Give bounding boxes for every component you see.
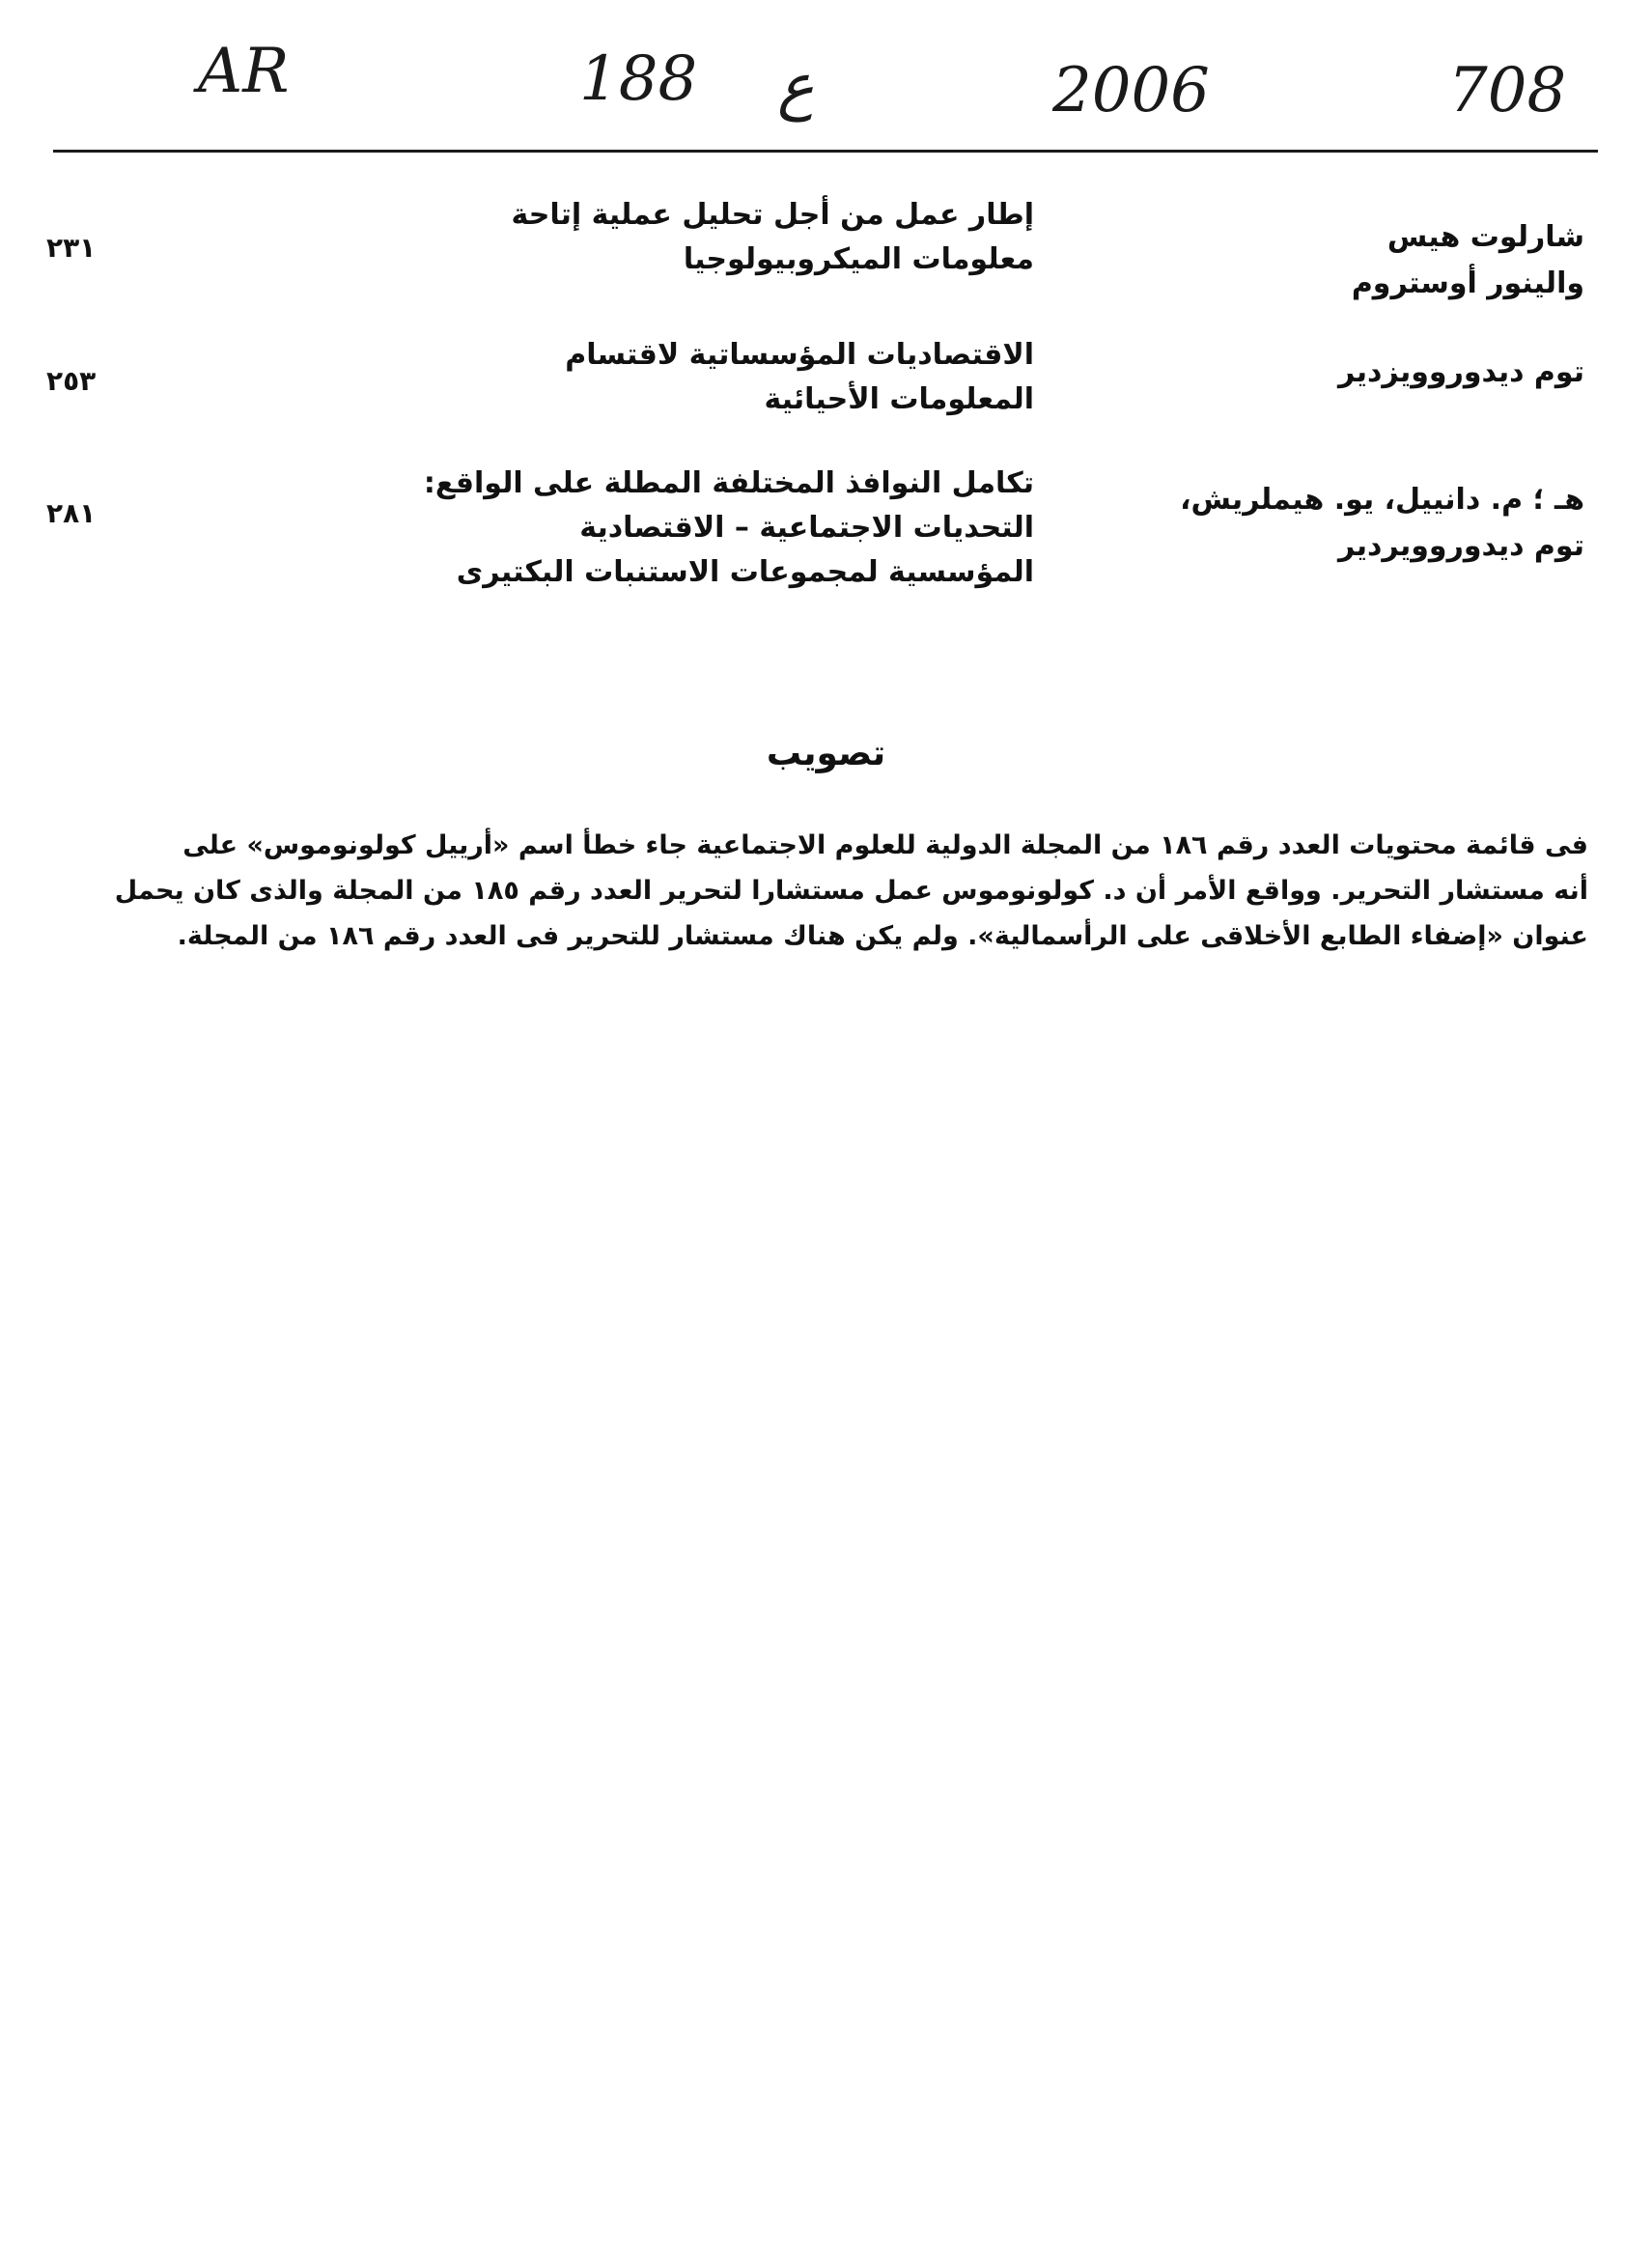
correction-paragraph [48, 823, 1588, 959]
author-line: والينور أوستروم [1351, 267, 1584, 300]
title-line: تكامل النوافذ المختلفة المطلة على الواقع: [423, 466, 1034, 500]
correction-line-2: أنه مستشار التحرير. وواقع الأمر أن د. كولونوموس عمل مستشارا لتحرير العدد رقم ١٨٥ من المجلة والذى كان يحمل [114, 876, 1588, 906]
toc-entry-1-authors [1352, 214, 1584, 307]
correction-line-1: فى قائمة محتويات العدد رقم ١٨٦ من المجلة الدولية للعلوم الاجتماعية جاء خطأ اسم «أرييل كولونوموس» على [182, 830, 1588, 860]
author-line: توم ديدوروويردير [1338, 529, 1584, 563]
correction-heading: تصويب [766, 734, 886, 773]
header-rule [53, 150, 1598, 153]
title-line: التحديات الاجتماعية – الاقتصادية [579, 511, 1034, 545]
handwritten-issue-number: 188 [579, 43, 698, 115]
handwritten-code: 708 [1448, 55, 1567, 126]
toc-entry-2-title [565, 333, 1034, 422]
title-line: معلومات الميكروبيولوجيا [683, 242, 1034, 276]
handwritten-year: 2006 [1052, 55, 1210, 126]
title-line: المؤسسية لمجموعات الاستنبات البكتيرى [456, 555, 1034, 589]
title-line: الاقتصاديات المؤسساتية لاقتسام [565, 338, 1034, 372]
title-line: إطار عمل من أجل تحليل عملية إتاحة [511, 198, 1034, 232]
title-line: المعلومات الأحيائية [764, 382, 1034, 416]
toc-entry-1-title [512, 193, 1034, 282]
toc-entry-3-page: ٢٨١ [46, 497, 97, 529]
toc-entry-1-page: ٢٣١ [46, 232, 97, 264]
toc-entry-2-page: ٢٥٣ [46, 365, 97, 397]
toc-entry-2-authors [1338, 350, 1584, 396]
handwritten-issue-letter: ع [777, 51, 815, 123]
toc-entry-3-authors [1180, 477, 1584, 570]
author-line: توم ديدوروويزدير [1338, 355, 1584, 389]
correction-line-3: عنوان «إضفاء الطابع الأخلاقى على الرأسمالية». ولم يكن هناك مستشار للتحرير فى العدد رقم ١٨٦ من المجلة. [177, 921, 1588, 951]
handwritten-mark-left: AR [198, 36, 290, 107]
toc-entry-3-title [424, 462, 1034, 595]
author-line: شارلوت هيس [1386, 220, 1584, 254]
author-line: هـ ؛ م. دانييل، يو. هيملريش، [1180, 483, 1584, 517]
